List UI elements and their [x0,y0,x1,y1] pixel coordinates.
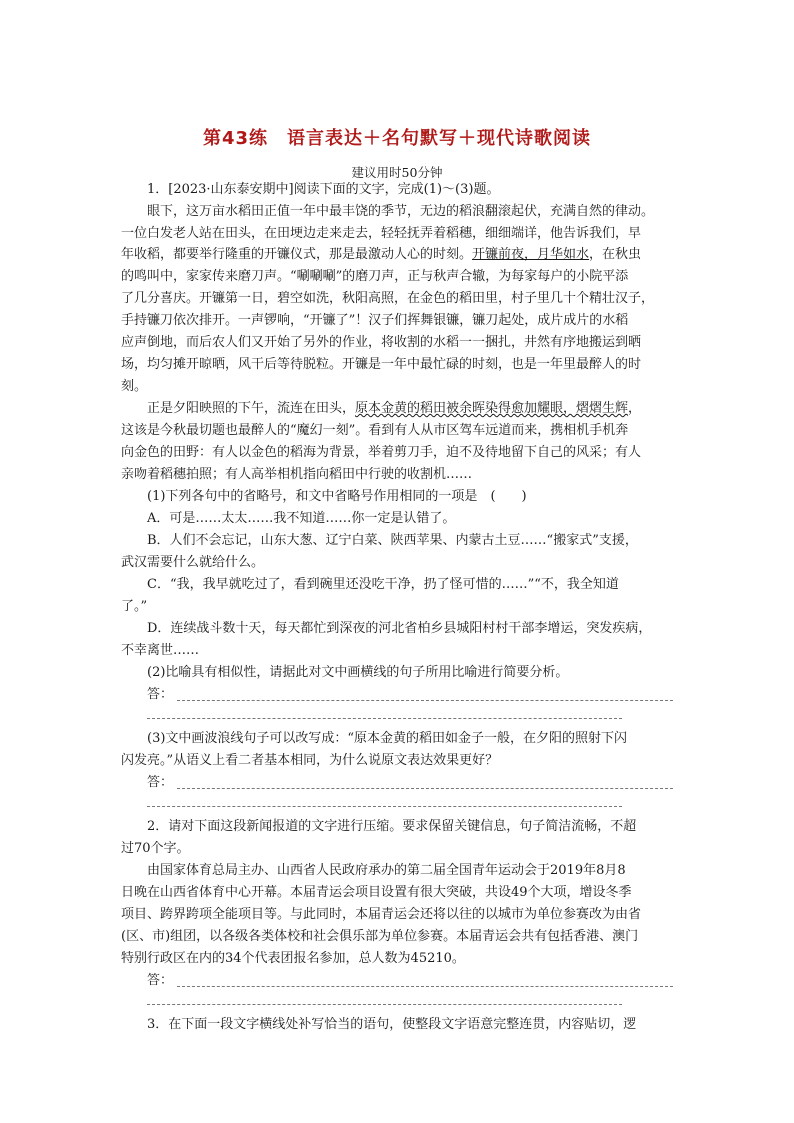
answer-line[interactable] [177,700,673,701]
passage-line: 手持镰刀依次排开。一声锣响，“开镰了”！汉子们挥舞银镰，镰刀起处，成片成片的水稻 [121,313,629,328]
time-suggestion: 建议用时50分钟 [351,165,443,180]
answer-line[interactable] [147,1004,622,1005]
question-2-cont: 过70个字。 [121,841,190,856]
option-d: D．连续战斗数十天，每天都忙到深夜的河北省柏乡县城阳村村干部李增运，突发疾病， [147,621,652,636]
answer-parentheses[interactable]: ( ) [490,489,527,504]
answer-label: 答： [147,775,174,790]
passage-line: 亲吻着稻穗拍照；有人高举相机指向稻田中行驶的收割机…… [121,467,473,482]
subquestion-3: (3)文中画波浪线句子可以改写成：“原本金黄的稻田如金子一般，在夕阳的照射下闪 [147,731,628,746]
answer-line[interactable] [147,806,622,807]
answer-line[interactable] [177,986,673,987]
news-line: (区、市)组团，以各级各类体校和社会俱乐部为单位参赛。本届青运会共有包括香港、澳门 [121,929,639,944]
news-line: 特别行政区在内的34个代表团报名参加，总人数为45210。 [121,951,465,966]
passage-line: 的鸣叫中，家家传来磨刀声。“唰唰唰”的磨刀声，正与秋声合辙，为每家每户的小院平添 [121,269,629,284]
passage-line: 应声倒地，而后农人们又开始了另外的作业，将收割的水稻一一捆扎，井然有序地搬运到晒 [121,335,642,350]
passage-line: 这该是今秋最切题也最醉人的“魔幻一刻”。看到有人从市区驾车远道而来，携相机手机奔 [121,423,629,438]
passage-text: 正是夕阳映照的下午，流连在田头， [147,401,356,416]
option-d-cont: 不幸离世…… [121,643,200,658]
passage-line: 一位白发老人站在田头，在田埂边走来走去，轻轻抚弄着稻穗，细细端详，他告诉我们，早 [121,226,642,241]
news-line: 日晚在山西省体育中心开幕。本届青运会项目设置有很大突破，共设49个大项，增设冬季 [121,885,632,900]
passage-line [121,246,641,264]
passage-line: 眼下，这万亩水稻田正值一年中最丰饶的季节，无边的稻浪翻滚起伏，充满自然的律动。 [147,204,655,219]
subquestion-text: (1)下列各句中的省略号，和文中省略号作用相同的一项是 [147,489,478,504]
passage-text: ，在秋虫 [589,247,642,262]
passage-line [147,400,641,418]
option-c: C．“我，我早就吃过了，看到碗里还没吃干净，扔了怪可惜的……”“不，我全知道 [147,577,619,592]
passage-text: ， [628,401,642,416]
answer-label: 答： [147,973,174,988]
answer-line[interactable] [177,788,673,789]
underlined-sentence: 开镰前夜，月华如水 [472,247,590,262]
option-b: B．人们不会忘记，山东大葱、辽宁白菜、陕西苹果、内蒙古土豆……“搬家式”支援， [147,533,638,548]
news-line: 由国家体育总局主办、山西省人民政府承办的第二届全国青年运动会于2019年8月8 [147,863,626,878]
answer-line[interactable] [147,718,622,719]
subquestion-3-cont: 闪发亮。”从语义上看二者基本相同，为什么说原文表达效果更好？ [121,753,499,768]
page-title: 第43练 语言表达＋名句默写＋现代诗歌阅读 [202,128,592,149]
option-c-cont: 了。” [121,599,148,614]
option-a: A．可是……太太……我不知道……你一定是认错了。 [147,511,456,526]
passage-line: 了几分喜庆。开镰第一日，碧空如洗，秋阳高照，在金色的稻田里，村子里几十个精壮汉子， [121,291,655,306]
answer-label: 答： [147,687,174,702]
question-3: 3．在下面一段文字横线处补写恰当的语句，使整段文字语意完整连贯，内容贴切，逻 [147,1017,637,1032]
question-1-intro: 1．[2023·山东泰安期中]阅读下面的文字，完成(1)～(3)题。 [147,182,500,197]
passage-line: 场，均匀摊开晾晒，风干后等待脱粒。开镰是一年中最忙碌的时刻，也是一年里最醉人的时 [121,357,642,372]
passage-line: 刻。 [121,379,148,394]
subquestion-2: (2)比喻具有相似性，请据此对文中画横线的句子所用比喻进行简要分析。 [147,665,569,680]
subquestion-1 [147,488,526,506]
news-line: 项目、跨界跨项全能项目等。与此同时，本届青运会还将以往的以城市为单位参赛改为由省 [121,907,642,922]
wavy-underlined-sentence: 原本金黄的稻田被余晖染得愈加耀眼，熠熠生辉 [355,401,629,416]
passage-line: 向金色的田野：有人以金色的稻海为背景，举着剪刀手，迫不及待地留下自己的风采；有人 [121,445,642,460]
passage-text: 年收稻，都要举行隆重的开镰仪式，那是最激动人心的时刻。 [121,247,473,262]
option-b-cont: 武汉需要什么就给什么。 [121,555,265,570]
question-2: 2．请对下面这段新闻报道的文字进行压缩。要求保留关键信息，句子简洁流畅，不超 [147,819,637,834]
